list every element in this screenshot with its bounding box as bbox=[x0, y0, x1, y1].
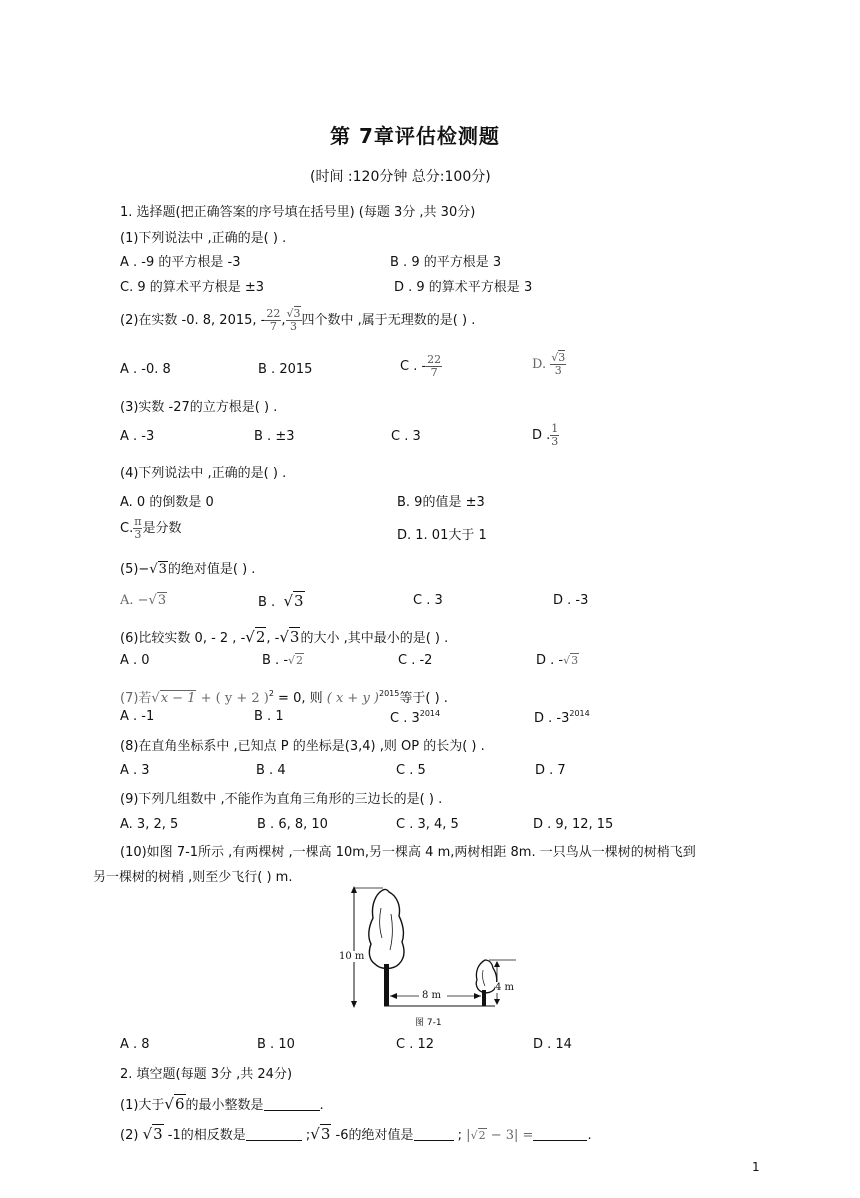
q4-option-a: A. 0 的倒数是 0 bbox=[120, 495, 214, 510]
q8-option-c: C . 5 bbox=[396, 763, 426, 778]
q7-paren: ( x + y ) bbox=[326, 691, 379, 706]
q3-d-denominator: 3 bbox=[551, 435, 559, 448]
short-tree-crown bbox=[476, 960, 497, 993]
q7-d-pre: D . -3 bbox=[534, 711, 570, 726]
q5-stem: (5)−√3的绝对值是( ) . bbox=[120, 562, 256, 577]
page-title: 第 7章评估检测题 bbox=[330, 124, 500, 148]
q8-option-a: A . 3 bbox=[120, 763, 150, 778]
f2-answer-blank-1[interactable] bbox=[246, 1127, 302, 1141]
q4-option-c bbox=[120, 516, 181, 541]
label-10m: 10 m bbox=[339, 951, 365, 962]
q5-option-c: C . 3 bbox=[413, 593, 443, 608]
q1-option-a: A . -9 的平方根是 -3 bbox=[120, 255, 241, 270]
q5-stem-post: 的绝对值是( ) . bbox=[167, 562, 256, 577]
f2-sqrt-3b: 3 bbox=[320, 1125, 331, 1143]
q1-option-c: C. 9 的算术平方根是 ±3 bbox=[120, 280, 265, 295]
q5-stem-pre: (5)− bbox=[120, 562, 150, 577]
q2-frac2-denominator: 3 bbox=[290, 320, 297, 333]
f2-line: (2) √3 -1的相反数是 ;√3 -6的绝对值是 ; |√2 − 3| = . bbox=[120, 1125, 592, 1143]
q7-option-a: A . -1 bbox=[120, 709, 155, 724]
q10-option-c: C . 12 bbox=[396, 1037, 435, 1052]
q3-option-d bbox=[532, 423, 559, 448]
q7-stem-pre: (7)若 bbox=[120, 691, 152, 706]
page-subtitle: (时间 :120分钟 总分:100分) bbox=[310, 169, 491, 185]
q6-b-sqrt: 2 bbox=[296, 654, 304, 667]
q3-stem: (3)实数 -27的立方根是( ) . bbox=[120, 400, 278, 415]
q6-d-pre: D . - bbox=[536, 653, 564, 668]
q8-stem: (8)在直角坐标系中 ,已知点 P 的坐标是(3,4) ,则 OP 的长为( ) . bbox=[120, 739, 485, 754]
label-4m: 4 m bbox=[495, 982, 515, 993]
f1-pre: (1)大于 bbox=[120, 1098, 165, 1113]
q7-d-exponent: 2014 bbox=[569, 709, 590, 718]
q2-d-pre: D. bbox=[532, 357, 547, 372]
q5-option-a: A. −√3 bbox=[120, 593, 167, 608]
q2-frac-sqrt3-3: $\frac{√3}{3}$ bbox=[286, 307, 301, 333]
q6-option-c: C . -2 bbox=[398, 653, 433, 668]
f2-abs-expression: |√2 − 3| = bbox=[466, 1128, 534, 1143]
q7-stem: (7)若√x − 1 + ( y + 2 )$^2$ = 0, 则 ( x + y )$^{2015}$等于( ) . bbox=[120, 689, 448, 706]
q6-option-d: D . -√3 bbox=[536, 653, 579, 668]
q5-a-pre: A. − bbox=[120, 593, 149, 608]
q8-option-d: D . 7 bbox=[535, 763, 566, 778]
f1-answer-blank[interactable] bbox=[264, 1097, 320, 1111]
q6-option-a: A . 0 bbox=[120, 653, 150, 668]
q3-d-pre: D . bbox=[532, 428, 551, 443]
q2-c-denominator: 7 bbox=[430, 366, 438, 379]
label-8m: 8 m bbox=[422, 990, 442, 1001]
q10-stem-line1: (10)如图 7-1所示 ,有两棵树 ,一棵高 10m,另一棵高 4 m,两树相距 8m. 一只鸟从一棵树的树梢飞到 bbox=[120, 845, 696, 860]
f2-answer-blank-2[interactable] bbox=[414, 1127, 454, 1141]
q6-stem-post: 的大小 ,其中最小的是( ) . bbox=[300, 631, 449, 646]
figure-caption: 图 7-1 bbox=[415, 1018, 442, 1028]
q5-a-sqrt: 3 bbox=[157, 593, 167, 608]
section2-heading: 2. 填空题(每题 3分 ,共 24分) bbox=[120, 1067, 293, 1082]
q6-stem: (6)比较实数 0, - 2 , -√2, -√3的大小 ,其中最小的是( ) . bbox=[120, 628, 449, 646]
q6-mid: , - bbox=[266, 631, 280, 646]
q7-exponent: 2015 bbox=[379, 689, 400, 698]
q2-option-d: D. $\frac{√3}{3}$ bbox=[532, 351, 566, 377]
section1-heading: 1. 选择题(把正确答案的序号填在括号里) (每题 3分 ,共 30分) bbox=[120, 205, 476, 220]
q7-option-d bbox=[534, 709, 590, 726]
q9-stem: (9)下列几组数中 ,不能作为直角三角形的三边长的是( ) . bbox=[120, 792, 443, 807]
q2-sqrt-value: 3 bbox=[293, 307, 301, 320]
q6-d-sqrt: 3 bbox=[571, 654, 579, 667]
q7-plus: + ( y + 2 ) bbox=[196, 691, 269, 706]
q10-option-d: D . 14 bbox=[533, 1037, 572, 1052]
q6-sqrt-3: 3 bbox=[289, 628, 300, 646]
q2-c-pre: C . - bbox=[400, 359, 427, 374]
f2-semi1: ; bbox=[301, 1128, 311, 1143]
q3-option-c: C . 3 bbox=[391, 429, 421, 444]
f2-abs-rest: − 3 bbox=[486, 1128, 515, 1143]
f2-end: . bbox=[587, 1128, 592, 1143]
q2-stem bbox=[120, 308, 475, 333]
f1-sqrt: 6 bbox=[174, 1095, 185, 1113]
q2-frac1-numerator: 22 bbox=[266, 307, 281, 320]
q2-frac1-denominator: 7 bbox=[269, 320, 277, 333]
f1-line: (1)大于√6的最小整数是 . bbox=[120, 1095, 324, 1113]
f2-p1: -1的相反数是 bbox=[163, 1128, 246, 1143]
q7-option-c bbox=[390, 709, 440, 726]
q9-option-a: A. 3, 2, 5 bbox=[120, 817, 179, 832]
q10-option-a: A . 8 bbox=[120, 1037, 150, 1052]
q2-frac-22-7 bbox=[265, 308, 281, 333]
q7-sqrt-inner: x − 1 bbox=[160, 691, 196, 706]
q2-option-b: B . 2015 bbox=[258, 362, 313, 377]
tall-tree-trunk bbox=[384, 964, 389, 1006]
q6-sqrt-2: 2 bbox=[255, 628, 266, 646]
f1-post: 的最小整数是 bbox=[185, 1098, 264, 1113]
q7-stem-post: 等于( ) . bbox=[399, 691, 448, 706]
q5-option-b: B . √3 bbox=[258, 592, 304, 610]
q1-stem: (1)下列说法中 ,正确的是( ) . bbox=[120, 231, 287, 246]
q3-option-a: A . -3 bbox=[120, 429, 155, 444]
q5-b-sqrt: 3 bbox=[294, 592, 304, 610]
f2-abs-sqrt: 2 bbox=[478, 1129, 486, 1142]
f1-end: . bbox=[319, 1098, 324, 1113]
q9-option-b: B . 6, 8, 10 bbox=[257, 817, 328, 832]
q5-option-d: D . -3 bbox=[553, 593, 589, 608]
q7-square: 2 bbox=[268, 689, 274, 698]
q1-option-b: B . 9 的平方根是 3 bbox=[390, 255, 502, 270]
f2-semi2: ; bbox=[453, 1128, 463, 1143]
q2-d-sqrt: 3 bbox=[558, 351, 566, 364]
q7-c-pre: C . 3 bbox=[390, 711, 420, 726]
q7-eq: = 0, 则 bbox=[273, 691, 327, 706]
q2-stem-pre: (2)在实数 -0. 8, 2015, - bbox=[120, 313, 266, 328]
q10-stem-line2: 另一棵树的树梢 ,则至少飞行( ) m. bbox=[93, 870, 293, 885]
page-number: 1 bbox=[752, 1160, 760, 1174]
q2-sep: , bbox=[281, 313, 286, 328]
q4-c-numerator: π bbox=[134, 515, 142, 528]
f2-answer-blank-3[interactable] bbox=[533, 1127, 587, 1141]
tall-tree-crown bbox=[369, 889, 404, 968]
q8-option-b: B . 4 bbox=[256, 763, 286, 778]
q6-stem-pre: (6)比较实数 0, - 2 , - bbox=[120, 631, 246, 646]
q2-d-denominator: 3 bbox=[554, 364, 562, 377]
q4-option-d: D. 1. 01大于 1 bbox=[397, 528, 487, 543]
q4-c-denominator: 3 bbox=[134, 528, 142, 541]
f2-p2: -6的绝对值是 bbox=[331, 1128, 414, 1143]
q2-option-a: A . -0. 8 bbox=[120, 362, 171, 377]
short-tree-trunk bbox=[482, 990, 486, 1006]
q2-option-c bbox=[400, 354, 442, 379]
q7-c-exponent: 2014 bbox=[419, 709, 441, 718]
f2-pre: (2) bbox=[120, 1128, 139, 1143]
q5-stem-sqrt: 3 bbox=[158, 562, 167, 577]
q5-b-pre: B . bbox=[258, 595, 276, 610]
q10-option-b: B . 10 bbox=[257, 1037, 295, 1052]
f2-sqrt-3a: 3 bbox=[153, 1125, 163, 1143]
q9-option-c: C . 3, 4, 5 bbox=[396, 817, 459, 832]
q2-stem-post: 四个数中 ,属于无理数的是( ) . bbox=[301, 313, 476, 328]
q7-option-b: B . 1 bbox=[254, 709, 284, 724]
q1-option-d: D . 9 的算术平方根是 3 bbox=[394, 280, 533, 295]
q4-c-pre: C. bbox=[120, 521, 134, 536]
q3-d-numerator: 1 bbox=[551, 422, 559, 435]
q4-c-post: 是分数 bbox=[142, 521, 182, 536]
q4-stem: (4)下列说法中 ,正确的是( ) . bbox=[120, 466, 287, 481]
q6-b-pre: B . - bbox=[262, 653, 289, 668]
q2-c-numerator: 22 bbox=[427, 353, 442, 366]
q9-option-d: D . 9, 12, 15 bbox=[533, 817, 614, 832]
q4-option-b: B. 9的值是 ±3 bbox=[397, 495, 485, 510]
f2-eq: = bbox=[518, 1128, 534, 1143]
q3-option-b: B . ±3 bbox=[254, 429, 295, 444]
q6-option-b: B . -√2 bbox=[262, 653, 304, 668]
